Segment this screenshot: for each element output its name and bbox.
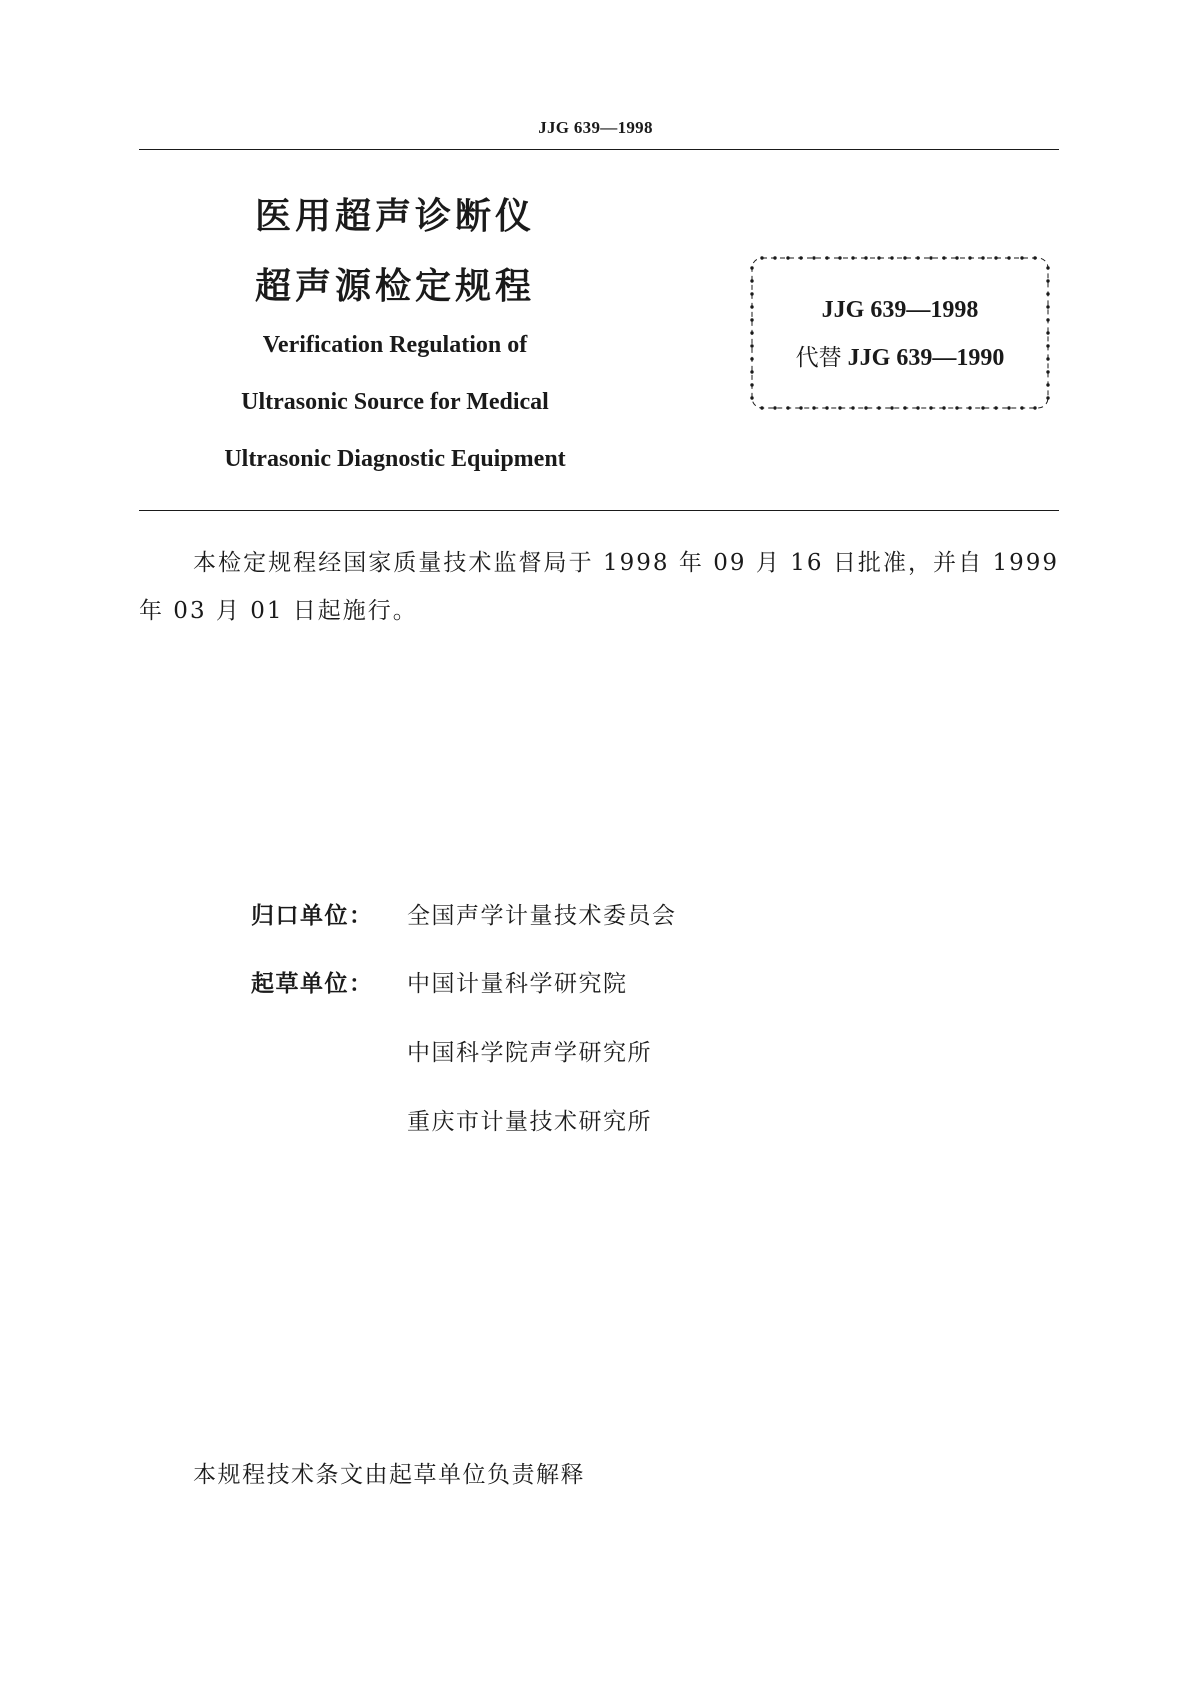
border-bead bbox=[1046, 383, 1049, 386]
title-chinese-line-2: 超声源检定规程 bbox=[254, 266, 535, 307]
border-bead bbox=[786, 406, 789, 409]
running-header: JJG 639—1998 bbox=[538, 118, 653, 137]
border-bead bbox=[1007, 406, 1010, 409]
border-bead bbox=[981, 256, 984, 259]
drafting-unit-label: 起草单位： bbox=[251, 971, 374, 997]
replaces-line bbox=[748, 339, 1052, 372]
replaces-label: 代替 bbox=[795, 345, 842, 371]
border-bead bbox=[890, 406, 893, 409]
border-bead bbox=[929, 256, 932, 259]
regulation-code: JJG 639—1998 bbox=[821, 297, 979, 323]
border-bead bbox=[786, 256, 789, 259]
border-bead bbox=[1046, 292, 1049, 295]
border-bead bbox=[750, 331, 753, 334]
replaced-code: JJG 639—1990 bbox=[847, 345, 1005, 371]
border-bead bbox=[1033, 256, 1036, 259]
border-bead bbox=[1046, 266, 1049, 269]
border-bead bbox=[799, 406, 802, 409]
border-bead bbox=[929, 406, 932, 409]
border-bead bbox=[799, 256, 802, 259]
border-bead bbox=[851, 406, 854, 409]
interpretation-note: 本规程技术条文由起草单位负责解释 bbox=[193, 1462, 585, 1488]
border-bead bbox=[903, 406, 906, 409]
border-bead bbox=[877, 406, 880, 409]
border-bead bbox=[1046, 331, 1049, 334]
border-bead bbox=[877, 256, 880, 259]
border-bead bbox=[773, 406, 776, 409]
border-bead bbox=[890, 256, 893, 259]
border-bead bbox=[1033, 406, 1036, 409]
border-bead bbox=[955, 256, 958, 259]
title-english-line-3: Ultrasonic Diagnostic Equipment bbox=[224, 446, 566, 472]
border-bead bbox=[760, 406, 763, 409]
border-bead bbox=[916, 256, 919, 259]
border-bead bbox=[916, 406, 919, 409]
border-bead bbox=[773, 256, 776, 259]
border-bead bbox=[812, 406, 815, 409]
border-bead bbox=[838, 406, 841, 409]
border-bead bbox=[864, 406, 867, 409]
border-bead bbox=[1007, 256, 1010, 259]
border-bead bbox=[1046, 279, 1049, 282]
border-bead bbox=[942, 406, 945, 409]
border-bead bbox=[1020, 406, 1023, 409]
border-bead bbox=[750, 266, 753, 269]
border-bead bbox=[750, 383, 753, 386]
border-bead bbox=[903, 256, 906, 259]
title-rule bbox=[139, 510, 1059, 511]
border-bead bbox=[838, 256, 841, 259]
responsible-unit-label: 归口单位： bbox=[251, 903, 374, 929]
responsible-unit-value: 全国声学计量技术委员会 bbox=[407, 903, 677, 929]
approval-statement: 本检定规程经国家质量技术监督局于 1998 年 09 月 16 日批准，并自 1999 年 03 月 01 日起施行。 bbox=[139, 550, 1059, 624]
code-box bbox=[748, 254, 1052, 412]
drafting-unit-1: 中国计量科学研究院 bbox=[407, 971, 628, 997]
border-bead bbox=[851, 256, 854, 259]
drafting-unit-2: 中国科学院声学研究所 bbox=[407, 1040, 652, 1066]
border-bead bbox=[750, 292, 753, 295]
border-bead bbox=[825, 256, 828, 259]
border-bead bbox=[942, 256, 945, 259]
border-bead bbox=[1020, 256, 1023, 259]
title-english-line-1: Verification Regulation of bbox=[262, 332, 528, 358]
border-bead bbox=[994, 256, 997, 259]
border-bead bbox=[955, 406, 958, 409]
border-bead bbox=[760, 256, 763, 259]
border-bead bbox=[968, 406, 971, 409]
drafting-unit-3: 重庆市计量技术研究所 bbox=[407, 1109, 652, 1135]
decorative-border bbox=[748, 254, 1052, 412]
border-dashed-line bbox=[752, 258, 1048, 408]
border-bead bbox=[968, 256, 971, 259]
border-bead bbox=[812, 256, 815, 259]
border-bead bbox=[750, 279, 753, 282]
border-bead bbox=[994, 406, 997, 409]
header-rule bbox=[139, 149, 1059, 150]
title-chinese-line-1: 医用超声诊断仪 bbox=[254, 196, 535, 237]
border-bead bbox=[825, 406, 828, 409]
border-bead bbox=[864, 256, 867, 259]
border-bead bbox=[1046, 396, 1049, 399]
border-bead bbox=[750, 396, 753, 399]
border-bead bbox=[981, 406, 984, 409]
title-english-line-2: Ultrasonic Source for Medical bbox=[241, 389, 549, 415]
